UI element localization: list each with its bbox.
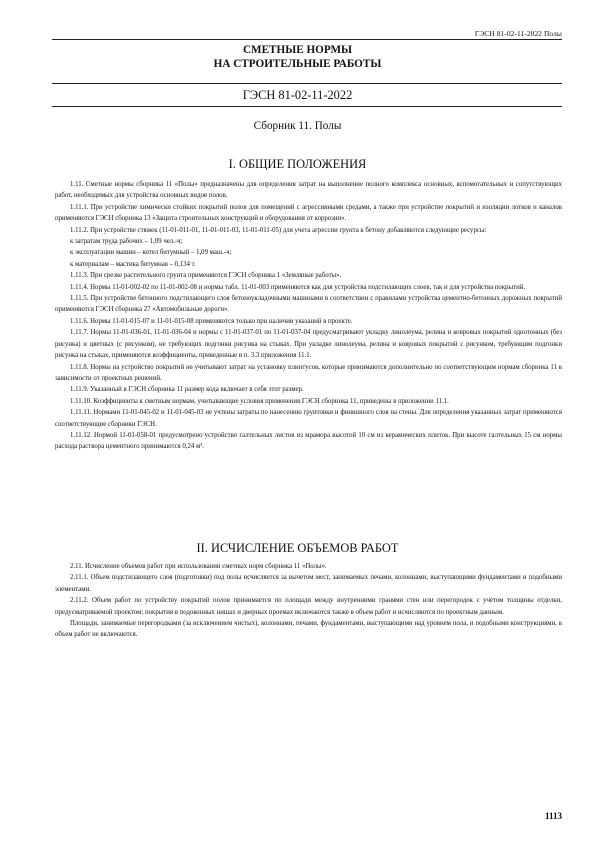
paragraph: к затратам труда рабочих – 1,09 чел.-ч;: [70, 238, 183, 246]
paragraph: 1.11.10. Коэффициенты к сметным нормам, учитывающие условия применения ГЭСН сборника 11, приведены в приложении 11.1.: [70, 397, 449, 405]
paragraph: 1.11.8. Нормы на устройство покрытий не учитывают затрат на установку плинтусов, которые принимаются дополнительно по соответствующим нормам сборника 11 в зависимости от проектных решений.: [55, 363, 562, 382]
title-line-2: НА СТРОИТЕЛЬНЫЕ РАБОТЫ: [213, 58, 382, 70]
title-line-1: СМЕТНЫЕ НОРМЫ: [242, 44, 353, 56]
document-title: [0, 43, 595, 71]
paragraph: 1.11.9. Указанный в ГЭСН сборника 11 размер кода включает в себя этот размер.: [70, 386, 304, 394]
collection-title: Сборник 11. Полы: [253, 120, 342, 132]
page-number: 1113: [544, 811, 562, 821]
paragraph: к материалам – мастика битумная – 0,134 т.: [70, 260, 196, 268]
paragraph: 1.11.11. Нормами 11-01-045-02 и 11-01-045-03 не учтены затраты по нанесению грунтовки и финишного слоя на стены. Для определения указанных затрат применяются соответствующие сборники ГЭСН.: [55, 409, 562, 428]
paragraph: 1.11.4. Нормы 11-01-002-02 по 11-01-002-08 и нормы табл. 11-01-003 применяются как для устройства подстилающих слоев, так и для устройства покрытий.: [70, 283, 526, 291]
section-2-body: [55, 561, 562, 641]
running-header: ГЭСН 81-02-11-2022 Полы: [474, 29, 562, 38]
paragraph: 1.11.3. При срезке растительного грунта применяются ГЭСН сборника 1 «Земляные работы».: [70, 272, 342, 280]
paragraph: 1.11.1. При устройстве химически стойких покрытий полов для помещений с агрессивными средами, а также при устройстве покрытий и изоляции лотков и каналов применяются ГЭСН сборника 13 «Защита строительных конструкций и оборудования от коррозии».: [55, 203, 562, 223]
title-rule-top: [52, 83, 562, 84]
paragraph: 2.11. Исчисление объемов работ при использовании сметных норм сборника 11 «Полы».: [70, 563, 327, 570]
paragraph: к эксплуатации машин – котел битумный – 1,09 маш.-ч;: [70, 249, 232, 257]
paragraph: 1.11.7. Нормы 11-01-036-01, 11-01-036-04 и нормы с 11-01-037-01 по 11-01-037-04 предусматривают укладку линолеума, релина и ковровых покрытий однотонных (без рисунка) и цветных (с рисунком), не требующих подгонки рисунка на стыках. При укладке линолеума, релина и ковровых покрытий с рисунком, требующим подгонки рисунка на стыках, применяются коэффициенты, приведенные в п. 3.3 приложения 11.1.: [55, 329, 562, 360]
section-1-body: [55, 179, 562, 453]
paragraph: 1.11.5. При устройстве бетонного подстилающего слоя бетоноукладочными машинами в соответствии с правилами устройства цементно-бетонных дорожных покрытий применяются ГЭСН сборника 27 «Автомобильные дороги».: [55, 295, 562, 314]
title-rule-bottom: [52, 106, 562, 107]
paragraph: 1.11.2. При устройстве стяжек (11-01-011-01, 11-01-011-03, 11-01-011-05) для учета агрессии грунта к бетону добавляются следующие ресурсы:: [70, 226, 487, 234]
paragraph: 1.11.12. Нормой 11-01-058-01 предусмотрено устройство галтельных листов из мрамора высотой 10 см из керамических плиток. При высоте галтельных 15 см нормы расхода раствора цементного принимаются 0,24 м³.: [55, 431, 562, 451]
paragraph: 2.11.1. Объем подстилающего слоя (подготовки) под полы исчисляется за вычетом мест, занимаемых печами, колоннами, выступающими фундаментами и подобными элементами.: [55, 574, 562, 593]
header-rule: [52, 39, 562, 40]
paragraph: Площади, занимаемые перегородками (за исключением чистых), колоннами, печами, фундаментами, выступающими над уровнем пола, и подобными конструкциями, в объем работ не включаются.: [55, 620, 562, 639]
paragraph: 1.11.6. Нормы 11-01-015-07 и 11-01-015-08 применяются только при наличии указаний в проекте.: [70, 317, 353, 325]
paragraph: 1.11. Сметные нормы сборника 11 «Полы» предназначены для определения затрат на выполнение полного комплекса основных, вспомогательных и сопутствующих работ, необходимых для устройства основных видов полов.: [55, 181, 562, 200]
section-1-heading: I. ОБЩИЕ ПОЛОЖЕНИЯ: [228, 157, 367, 171]
paragraph: 2.11.2. Объем работ по устройству покрытий полов принимается по площади между внутренними гранями стен или перегородок с учетом толщины отделки, предусматриваемой проектом; покрытия в подоконных нишах и дверных проемах включаются также в объем работ и исчисляются по проектным данным.: [55, 597, 562, 616]
document-code: ГЭСН 81-02-11-2022: [242, 88, 353, 102]
section-2-heading: II. ИСЧИСЛЕНИЕ ОБЪЕМОВ РАБОТ: [196, 541, 399, 555]
